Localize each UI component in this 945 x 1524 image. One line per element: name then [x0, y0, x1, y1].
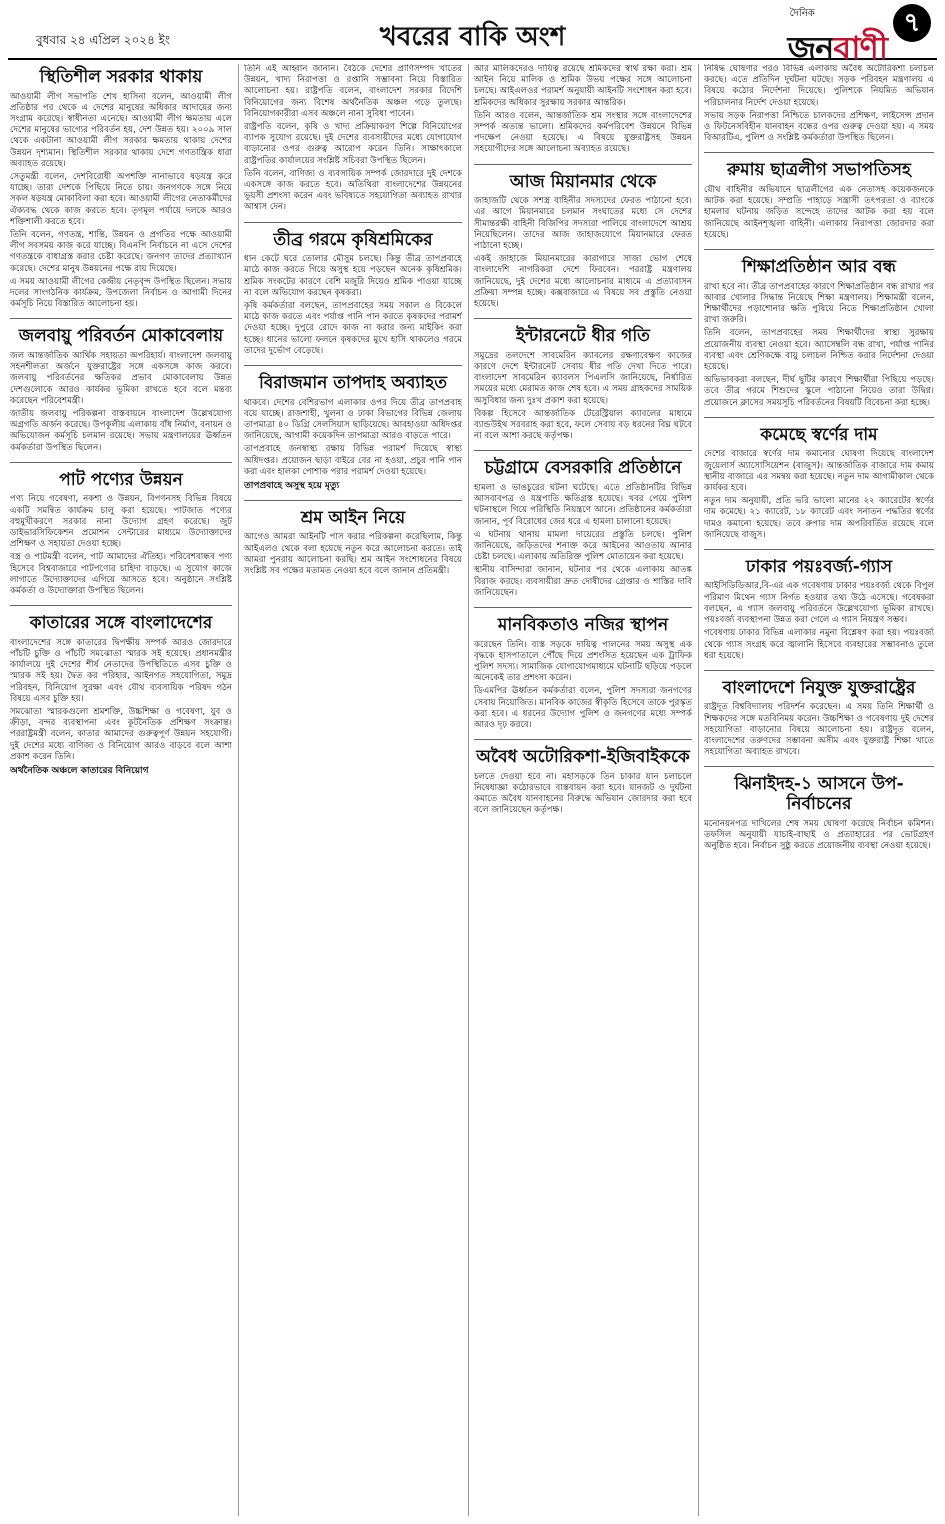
- article-paragraph: মনোনয়নপত্র দাখিলের শেষ সময় ঘোষণা করেছে নির্বাচন কমিশন। তফসিল অনুযায়ী যাচাই-বাছাই ও প্রত্যাহারের পর ভোটগ্রহণ অনুষ্ঠিত হবে। নির্বাচন সুষ্ঠু করতে প্রয়োজনীয় ব্যবস্থা নেওয়া হয়েছে।: [704, 818, 934, 851]
- column-4: [704, 64, 934, 1516]
- article: [474, 612, 692, 733]
- logo-tagline: দৈনিক: [789, 8, 815, 19]
- article-paragraph: সমুদ্রের তলদেশে সাবমেরিন ক্যাবলের রক্ষণাবেক্ষণ কাজের কারণে দেশে ইন্টারনেট সেবায় ধীর গতি দেখা দিতে পারে। বাংলাদেশ সাবমেরিন ক্যাবলস পিএলসি জানিয়েছে, নির্ধারিত সময়ের মধ্যে মেরামত কাজ শেষ হবে। এ সময় গ্রাহকদের সাময়িক অসুবিধার জন্য দুঃখ প্রকাশ করা হয়েছে।: [474, 350, 692, 406]
- article-paragraph: সেতুমন্ত্রী বলেন, দেশবিরোধী অপশক্তি নানাভাবে ষড়যন্ত্র করে যাচ্ছে। তারা দেশকে পিছিয়ে নিতে চায়। জনগণকে সঙ্গে নিয়ে সকল ষড়যন্ত্র মোকাবিলা করা হবে। আওয়ামী লীগের নেতাকর্মীদের ঐক্যবদ্ধ থেকে কাজ করতে হবে। তৃণমূল পর্যায়ে দলকে আরও শক্তিশালী করতে হবে।: [10, 171, 232, 227]
- article-headline: জলবায়ু পরিবর্তন মোকাবেলায়: [18, 326, 224, 347]
- article: [704, 554, 934, 664]
- article-headline: শিক্ষাপ্রতিষ্ঠান আর বন্ধ: [741, 256, 897, 277]
- divider: [704, 417, 934, 418]
- divider: [10, 318, 232, 319]
- article-headline: ঢাকার পয়ঃবর্জ্য-গ্যাস: [745, 556, 893, 577]
- article-paragraph: তিনি বলেন, গণতন্ত্র, শান্তি, উন্নয়ন ও প্রগতির পক্ষে আওয়ামী লীগ সবসময় কাজ করে যাচ্ছে। বিএনপি নির্বাচনে না এসে দেশের গণতন্ত্রকে বাধাগ্রস্ত করার চেষ্টা করেছে। জনগণ তাদের প্রত্যাখ্যান করেছে। দেশের মানুষ উন্নয়নের পক্ষে রায় দিয়েছে।: [10, 229, 232, 274]
- divider: [474, 450, 692, 451]
- article-paragraph: আগেও আমরা আইনটি পাস করার পরিকল্পনা করেছিলাম, কিন্তু আইএলও থেকে বলা হয়েছে নতুন করে আলোচনা করতে। তাই আমরা পুনরায় আলোচনা করছি। শ্রম আইন সংশোধনের বিষয়ে সংশ্লিষ্ট সব পক্ষের মতামত নেওয়া হবে বলে জানান প্রতিমন্ত্রী।: [244, 532, 462, 576]
- article-headline: তীব্র গরমে কৃষিশ্রমিকের: [273, 229, 433, 250]
- logo-part-2: বাণী: [833, 29, 887, 67]
- article-paragraph: তিনি এই আহ্বান জানান। বৈঠকে দেশের প্রাণিসম্পদ খাতের উন্নয়ন, খাদ্য নিরাপত্তা ও রপ্তানি সম্ভাবনা নিয়ে বিস্তারিত আলোচনা হয়। রাষ্ট্রপতি বলেন, বাংলাদেশ সরকার বিদেশি বিনিয়োগের জন্য বিশেষ অর্থনৈতিক অঞ্চল গড়ে তুলছে। বিনিয়োগকারীরা এসব অঞ্চলে নানা সুবিধা পাবেন।: [244, 64, 462, 119]
- article-paragraph: থাকবে। দেশের বেশিরভাগ এলাকার ওপর দিয়ে তীব্র তাপপ্রবাহ বয়ে যাচ্ছে। রাজশাহী, খুলনা ও ঢাকা বিভাগের বিভিন্ন জেলায় তাপমাত্রা ৪০ ডিগ্রি সেলসিয়াস ছাড়িয়েছে। আবহাওয়া অধিদপ্তর জানিয়েছে, আগামী কয়েকদিন তাপমাত্রা আরও বাড়তে পারে।: [244, 397, 462, 442]
- section-title: খবরের বাকি অংশ: [379, 22, 566, 52]
- column-1: [10, 64, 232, 1516]
- article: [244, 370, 462, 494]
- divider: [244, 500, 462, 501]
- article-headline: বাংলাদেশে নিযুক্ত যুক্তরাষ্ট্রের: [722, 677, 916, 698]
- article: [474, 169, 692, 313]
- page-header: [8, 0, 937, 67]
- article-headline: শ্রম আইন নিয়ে: [300, 507, 406, 528]
- article-paragraph: ডিএমপির ঊর্ধ্বতন কর্মকর্তারা বলেন, পুলিশ সদস্যরা জনগণের সেবায় নিয়োজিত। মানবিক কাজের স্বীকৃতি হিসেবে তাকে পুরস্কৃত করা হবে। এ ধরনের উদ্যোগ পুলিশ ও জনগণের মধ্যে সম্পর্ক আরও দৃঢ় করবে।: [474, 686, 692, 730]
- article: [704, 422, 934, 543]
- article-headline: চট্টগ্রামে বেসরকারি প্রতিষ্ঠানে: [484, 458, 682, 479]
- article-paragraph: কৃষি কর্মকর্তারা বলছেন, তাপপ্রবাহের সময় সকাল ও বিকেলে মাঠে কাজ করতে এবং পর্যাপ্ত পানি পান করতে কৃষকদের পরামর্শ দেওয়া হচ্ছে। দুপুরে রোদে কাজ না করার জন্য মাইকিং করা হচ্ছে। ধানের ভালো ফলনে কৃষকদের মুখে হাসি থাকলেও গরমে তাদের দুর্ভোগ বেড়েছে।: [244, 301, 462, 356]
- article: [10, 64, 232, 312]
- divider: [474, 318, 692, 319]
- article-headline: ঝিনাইদহ-১ আসনে উপ-নির্বাচনের: [734, 774, 904, 815]
- article: [244, 64, 462, 216]
- divider: [704, 549, 934, 550]
- article-paragraph: ধান কেটে ঘরে তোলার মৌসুম চলছে। কিন্তু তীব্র তাপপ্রবাহে মাঠে কাজ করতে গিয়ে অসুস্থ হয়ে পড়ছেন অনেক কৃষিশ্রমিক। শ্রমিক সংকটের কারণে বেশি মজুরি দিয়েও শ্রমিক পাওয়া যাচ্ছে না বলে অভিযোগ করছেন কৃষকরা।: [244, 254, 462, 298]
- divider: [474, 607, 692, 608]
- page-number-badge: ৭: [893, 4, 931, 42]
- divider: [474, 164, 692, 165]
- article-paragraph: রাষ্ট্রপতি বলেন, কৃষি ও খাদ্য প্রক্রিয়াকরণ শিল্পে বিনিয়োগের ব্যাপক সুযোগ রয়েছে। দুই দেশের ব্যবসায়ীদের মধ্যে যোগাযোগ বাড়ানোর ওপর গুরুত্ব আরোপ করেন তিনি। সাক্ষাৎকালে রাষ্ট্রপতির কার্যালয়ের সংশ্লিষ্ট সচিবরা উপস্থিত ছিলেন।: [244, 122, 462, 166]
- article-paragraph: গবেষণায় ঢাকার বিভিন্ন এলাকার নমুনা বিশ্লেষণ করা হয়। পয়ঃবর্জ্য থেকে গ্যাস সংগ্রহ করে জ্বালানি হিসেবে ব্যবহারের সম্ভাবনাও তুলে ধরা হয়েছে।: [704, 628, 934, 661]
- article: [244, 505, 462, 579]
- article-headline: ইন্টারনেটে ধীর গতি: [516, 326, 650, 347]
- article-paragraph: দেশের বাজারে স্বর্ণের দাম কমানোর ঘোষণা দিয়েছে বাংলাদেশ জুয়েলার্স অ্যাসোসিয়েশন (বাজুস)। আন্তর্জাতিক বাজারে দাম কমায় স্থানীয় বাজারে এর সমন্বয় করা হয়েছে। নতুন দাম আগামীকাল থেকে কার্যকর হবে।: [704, 449, 934, 493]
- article: [10, 323, 232, 455]
- article-headline: কমেছে স্বর্ণের দাম: [760, 424, 878, 445]
- article-paragraph: এ ঘটনায় থানায় মামলা দায়েরের প্রস্তুতি চলছে। পুলিশ জানিয়েছে, জড়িতদের শনাক্ত করে আইনের আওতায় আনার চেষ্টা চলছে। এলাকায় অতিরিক্ত পুলিশ মোতায়েন করা হয়েছে।: [474, 529, 692, 563]
- logo-part-1: জন: [787, 29, 834, 67]
- article-paragraph: বাংলাদেশের সঙ্গে কাতারের দ্বিপক্ষীয় সম্পর্ক আরও জোরদারে পাঁচটি চুক্তি ও পাঁচটি সমঝোতা স্মারক সই হয়েছে। প্রধানমন্ত্রীর কার্যালয়ে দুই দেশের শীর্ষ নেতাদের উপস্থিতিতে এসব চুক্তি ও স্মারক সই হয়। দ্বৈত কর পরিহার, আইনগত সহযোগিতা, সমুদ্র পরিবহন, বিনিয়োগ সুরক্ষা এবং যৌথ ব্যবসায়িক পরিষদ গঠন বিষয়ে এসব চুক্তি হয়।: [10, 637, 232, 704]
- column-divider: [698, 64, 699, 1516]
- divider: [474, 739, 692, 740]
- article: [474, 64, 692, 158]
- article-paragraph: নতুন দাম অনুযায়ী, প্রতি ভরি ভালো মানের ২২ ক্যারেটের স্বর্ণের দাম কমেছে। ২১ ক্যারেট, ১৮ ক্যারেট এবং সনাতন পদ্ধতির স্বর্ণের দামও কমানো হয়েছে। তবে রুপার দাম অপরিবর্তিত রয়েছে বলে জানিয়েছে বাজুস।: [704, 496, 934, 540]
- article-paragraph: নিষিদ্ধ ঘোষণার পরও বিভিন্ন এলাকায় অবৈধ অটোরিকশা চলাচল করছে। এতে প্রতিদিন দুর্ঘটনা ঘটছে। সড়ক পরিবহন মন্ত্রণালয় এ বিষয়ে কঠোর নির্দেশনা দিয়েছে। পুলিশকে নিয়মিত অভিযান পরিচালনার নির্দেশ দেওয়া হয়েছে।: [704, 64, 934, 108]
- article-headline: পাট পণ্যের উন্নয়ন: [59, 469, 183, 490]
- article: [704, 254, 934, 411]
- issue-date: বুধবার ২৪ এপ্রিল ২০২৪ ইং: [36, 33, 171, 47]
- divider: [704, 766, 934, 767]
- article-paragraph: একই জাহাজে মিয়ানমারের কারাগারে সাজা ভোগ শেষে বাংলাদেশি নাগরিকরা দেশে ফিরবেন। পররাষ্ট্র মন্ত্রণালয় জানিয়েছে, দুই দেশের মধ্যে আলোচনার মাধ্যমে এ প্রত্যাবাসন প্রক্রিয়া সম্পন্ন হচ্ছে। কক্সবাজারে এ বিষয়ে সব প্রস্তুতি নেওয়া হয়েছে।: [474, 254, 692, 309]
- article-paragraph: বস্ত্র ও পাটমন্ত্রী বলেন, পাট আমাদের ঐতিহ্য। পরিবেশবান্ধব পণ্য হিসেবে বিশ্ববাজারে পাটপণ্যের চাহিদা বাড়ছে। এ সুযোগ কাজে লাগাতে উদ্যোক্তাদের এগিয়ে আসতে হবে। অনুষ্ঠানে সংশ্লিষ্ট কর্মকর্তা ও উদ্যোক্তারা উপস্থিত ছিলেন।: [10, 552, 232, 596]
- article-headline: স্থিতিশীল সরকার থাকায়: [39, 67, 203, 87]
- article-paragraph: রাখা হবে না। তীব্র তাপপ্রবাহের কারণে শিক্ষাপ্রতিষ্ঠান বন্ধ রাখার পর আবার খোলার সিদ্ধান্ত নিয়েছে শিক্ষা মন্ত্রণালয়। শিক্ষামন্ত্রী বলেন, শিক্ষার্থীদের পড়াশোনার ক্ষতি পুষিয়ে নিতে শিক্ষাপ্রতিষ্ঠান খোলা রাখা জরুরি।: [704, 281, 934, 326]
- article: [704, 675, 934, 761]
- divider: [10, 462, 232, 463]
- article-paragraph: আর মালিকদেরও দায়িত্ব রয়েছে শ্রমিকদের স্বার্থ রক্ষা করা। শ্রম আইন নিয়ে মালিক ও শ্রমিক উভয় পক্ষের সঙ্গে আলোচনা চলছে। আইএলওর পরামর্শ অনুযায়ী আইনটি সংশোধন করা হবে। শ্রমিকদের অধিকার সুরক্ষায় সরকার আন্তরিক।: [474, 64, 692, 108]
- article-paragraph: জাহাজটি থেকে সশস্ত্র বাহিনীর সদস্যদের ফেরত পাঠানো হবে। এর আগে মিয়ানমারে চলমান সংঘাতের মধ্যে সে দেশের সীমান্তরক্ষী বাহিনী বিজিপির সদস্যরা পালিয়ে বাংলাদেশে আশ্রয় নিয়েছিলেন। তাদের আজ জাহাজযোগে মিয়ানমারে ফেরত পাঠানো হচ্ছে।: [474, 196, 692, 251]
- divider: [244, 365, 462, 366]
- divider: [10, 605, 232, 606]
- article-paragraph: অভিভাবকরা বলছেন, দীর্ঘ ছুটির কারণে শিক্ষার্থীরা পিছিয়ে পড়ছে। তবে তীব্র গরমে শিশুদের স্কুলে পাঠানো নিয়েও তারা উদ্বিগ্ন। প্রয়োজনে ক্লাসের সময়সূচি পরিবর্তনের বিষয়টি বিবেচনা করা হচ্ছে।: [704, 375, 934, 408]
- divider: [704, 670, 934, 671]
- article-paragraph: তিনি বলেন, বাণিজ্য ও ব্যবসায়িক সম্পর্ক জোরদারে দুই দেশকে একসঙ্গে কাজ করতে হবে। অতিথিরা বাংলাদেশের উন্নয়নের ভূয়সী প্রশংসা করেন এবং ভবিষ্যতে সহযোগিতা অব্যাহত রাখার আশ্বাস দেন।: [244, 168, 462, 213]
- article-paragraph: আওয়ামী লীগ সভাপতি শেখ হাসিনা বলেন, আওয়ামী লীগ প্রতিষ্ঠার পর থেকে এ দেশের মানুষের অধিকার আদায়ের জন্য সংগ্রাম করেছে। স্বাধীনতা এনেছে। আওয়ামী লীগ ক্ষমতায় এলে দেশের মানুষের ভাগ্যের পরিবর্তন হয়, দেশ উন্নত হয়। ২০০৯ সাল থেকে একটানা আওয়ামী লীগ সরকার ক্ষমতায় থাকায় দেশের উন্নয়ন দৃশ্যমান। স্থিতিশীল সরকার থাকায় দেশে গণতান্ত্রিক ধারা অব্যাহত রয়েছে।: [10, 91, 232, 169]
- article-subheading: অর্থনৈতিক অঞ্চলে কাতারের বিনিয়োগ: [10, 765, 149, 776]
- article: [474, 455, 692, 601]
- article: [10, 467, 232, 599]
- article-headline: মানবিকতাও নজির স্থাপন: [497, 614, 669, 635]
- article-paragraph: যৌথ বাহিনীর অভিযানে ছাত্রলীগের এক নেতাসহ কয়েকজনকে আটক করা হয়েছে। সম্প্রতি পাহাড়ে সন্ত্রাসী তৎপরতা ও ব্যাংকে হামলার ঘটনায় জড়িত সন্দেহে তাদের আটক করা হয় বলে জানিয়েছে আইনশৃঙ্খলা বাহিনী। এলাকায় নিরাপত্তা জোরদার করা হয়েছে।: [704, 184, 934, 240]
- article-paragraph: চলতে দেওয়া হবে না। মহাসড়কে তিন চাকার যান চলাচলে নিষেধাজ্ঞা কঠোরভাবে বাস্তবায়ন করা হবে। যানজট ও দুর্ঘটনা কমাতে অবৈধ যানবাহনের বিরুদ্ধে অভিযান জোরদার করা হবে বলে জানিয়েছেন কর্তৃপক্ষ।: [474, 771, 692, 816]
- article: [704, 771, 934, 854]
- article-headline: রুমায় ছাত্রলীগ সভাপতিসহ: [727, 160, 911, 181]
- article-paragraph: স্থানীয় বাসিন্দারা জানান, ঘটনার পর থেকে এলাকায় আতঙ্ক বিরাজ করছে। ব্যবসায়ীরা দ্রুত দোষীদের গ্রেপ্তার ও শাস্তির দাবি জানিয়েছেন।: [474, 565, 692, 598]
- divider: [704, 249, 934, 250]
- article-paragraph: তিনি বলেন, তাপপ্রবাহের সময় শিক্ষার্থীদের স্বাস্থ্য সুরক্ষায় প্রয়োজনীয় ব্যবস্থা নেওয়া হবে। অ্যাসেম্বলি বন্ধ রাখা, পর্যাপ্ত পানির ব্যবস্থা এবং শ্রেণিকক্ষে বায়ু চলাচল নিশ্চিত করার নির্দেশনা দেওয়া হয়েছে।: [704, 328, 934, 372]
- article-paragraph: সভায় সড়ক নিরাপত্তা নিশ্চিতে চালকদের প্রশিক্ষণ, লাইসেন্স প্রদান ও ফিটনেসবিহীন যানবাহন বন্ধের ওপর গুরুত্ব দেওয়া হয়। এ সময় বিআরটিএ, পুলিশ ও সংশ্লিষ্ট কর্মকর্তারা উপস্থিত ছিলেন।: [704, 110, 934, 144]
- article-paragraph: হামলা ও ভাঙচুরের ঘটনা ঘটেছে। এতে প্রতিষ্ঠানটির বিভিন্ন আসবাবপত্র ও যন্ত্রপাতি ক্ষতিগ্রস্ত হয়েছে। খবর পেয়ে পুলিশ ঘটনাস্থলে গিয়ে পরিস্থিতি নিয়ন্ত্রণে আনে। প্রতিষ্ঠানের কর্মকর্তারা জানান, পূর্ব বিরোধের জের ধরে এ হামলা চালানো হয়েছে।: [474, 482, 692, 527]
- article: [10, 610, 232, 779]
- article: [244, 227, 462, 359]
- article-paragraph: বিকল্প হিসেবে আন্তর্জাতিক টেরেস্ট্রিয়াল ক্যাবলের মাধ্যমে ব্যান্ডউইথ সরবরাহ করা হবে, ফলে সেবায় বড় ধরনের বিঘ্ন ঘটবে না বলে আশা করছে কর্তৃপক্ষ।: [474, 408, 692, 442]
- article-headline: অবৈধ অটোরিকশা-ইজিবাইককে: [476, 747, 690, 768]
- column-divider: [238, 64, 239, 1516]
- article: [474, 744, 692, 818]
- column-3: [474, 64, 692, 1516]
- article-paragraph: রাষ্ট্রদূত বিশ্ববিদ্যালয় পরিদর্শন করেছেন। এ সময় তিনি শিক্ষার্থী ও শিক্ষকদের সঙ্গে মতবিনিময় করেন। উচ্চশিক্ষা ও গবেষণায় দুই দেশের সহযোগিতা বাড়ানোর বিষয়ে আলোচনা হয়। রাষ্ট্রদূত বলেন, বাংলাদেশের তরুণদের সম্ভাবনা অসীম এবং যুক্তরাষ্ট্র শিক্ষা খাতে সহযোগিতা অব্যাহত রাখবে।: [704, 702, 934, 758]
- article: [474, 323, 692, 444]
- column-2: [244, 64, 462, 1516]
- article-paragraph: আইসিডিডিআর,বি-এর এক গবেষণায় ঢাকার পয়ঃবর্জ্য থেকে বিপুল পরিমাণ মিথেন গ্যাস নির্গত হওয়ার তথ্য উঠে এসেছে। গবেষকরা বলছেন, এ গ্যাস জলবায়ু পরিবর্তনে উল্লেখযোগ্য ভূমিকা রাখছে। পয়ঃবর্জ্য ব্যবস্থাপনা উন্নত করা গেলে এ গ্যাস নিয়ন্ত্রণ সম্ভব।: [704, 581, 934, 626]
- article-paragraph: জাতীয় জলবায়ু পরিকল্পনা বাস্তবায়নে বাংলাদেশ উল্লেখযোগ্য অগ্রগতি অর্জন করেছে। উপকূলীয় এলাকায় বাঁধ নির্মাণ, বনায়ন ও অভিযোজন কর্মসূচি চলমান রয়েছে। সভায় মন্ত্রণালয়ের ঊর্ধ্বতন কর্মকর্তারা উপস্থিত ছিলেন।: [10, 408, 232, 453]
- divider: [244, 222, 462, 223]
- article-paragraph: এ সময় আওয়ামী লীগের কেন্দ্রীয় নেতৃবৃন্দ উপস্থিত ছিলেন। সভায় দলের সাংগঠনিক কার্যক্রম, উপজেলা নির্বাচন ও আগামী দিনের কর্মসূচি নিয়ে বিস্তারিত আলোচনা হয়।: [10, 276, 232, 310]
- article: [704, 157, 934, 243]
- article-subheading: তাপপ্রবাহে অসুস্থ হয়ে মৃত্যু: [244, 480, 340, 491]
- article-paragraph: করেছেন তিনি। ব্যস্ত সড়কে দায়িত্ব পালনের সময় অসুস্থ এক বৃদ্ধকে হাসপাতালে পৌঁছে দিয়ে প্রশংসিত হয়েছেন এক ট্রাফিক পুলিশ সদস্য। সামাজিক যোগাযোগমাধ্যমে ঘটনাটি ছড়িয়ে পড়লে অনেকেই তার প্রশংসা করেন।: [474, 639, 692, 684]
- article-headline: কাতারের সঙ্গে বাংলাদেশের: [29, 613, 213, 634]
- article: [704, 64, 934, 146]
- article-paragraph: তাপপ্রবাহে জনস্বাস্থ্য রক্ষায় বিভিন্ন পরামর্শ দিয়েছে স্বাস্থ্য অধিদপ্তর। প্রয়োজন ছাড়া বাইরে বের না হওয়া, প্রচুর পানি পান করা এবং হালকা পোশাক পরার পরামর্শ দেওয়া হয়েছে।: [244, 444, 462, 477]
- column-divider: [468, 64, 469, 1516]
- article-paragraph: পণ্য নিয়ে গবেষণা, নকশা ও উন্নয়ন, বিপণনসহ বিভিন্ন বিষয়ে একটি সমন্বিত কার্যক্রম চালু করা হয়েছে। পাটজাত পণ্যের বহুমুখীকরণে সরকার নানা উদ্যোগ গ্রহণ করেছে। জুট ডাইভারসিফিকেশন প্রমোশন সেন্টারের মাধ্যমে উদ্যোক্তাদের প্রশিক্ষণ ও সহায়তা দেওয়া হচ্ছে।: [10, 494, 232, 550]
- article-headline: বিরাজমান তাপদাহ অব্যাহত: [259, 373, 447, 394]
- article-paragraph: সমঝোতা স্মারকগুলো শ্রমশক্তি, উচ্চশিক্ষা ও গবেষণা, যুব ও ক্রীড়া, বন্দর ব্যবস্থাপনা এবং কূটনৈতিক প্রশিক্ষণ সংক্রান্ত। পররাষ্ট্রমন্ত্রী বলেন, কাতার আমাদের গুরুত্বপূর্ণ উন্নয়ন সহযোগী। দুই দেশের মধ্যে বাণিজ্য ও বিনিয়োগ আরও বাড়বে বলে আশা প্রকাশ করেন তিনি।: [10, 706, 232, 762]
- article-paragraph: তিনি আরও বলেন, আন্তর্জাতিক শ্রম সংস্থার সঙ্গে বাংলাদেশের সম্পর্ক অত্যন্ত ভালো। শ্রমিকদের কর্মপরিবেশ উন্নয়নে বিভিন্ন পদক্ষেপ নেওয়া হয়েছে। এ বিষয়ে যুক্তরাষ্ট্রসহ উন্নয়ন সহযোগীদের সঙ্গে আলোচনা অব্যাহত রয়েছে।: [474, 110, 692, 155]
- article-headline: আজ মিয়ানমার থেকে: [509, 171, 657, 192]
- article-paragraph: জল আন্তর্জাতিক আর্থিক সহায়তা অপরিহার্য। বাংলাদেশ জলবায়ু সহনশীলতা অর্জনে যুক্তরাষ্ট্রের সঙ্গে একসঙ্গে কাজ করবে। জলবায়ু পরিবর্তনের ক্ষতিকর প্রভাব মোকাবেলায় উন্নত দেশগুলোকে আরও কার্যকর ভূমিকা রাখতে হবে বলে মন্তব্য করেছেন পরিবেশমন্ত্রী।: [10, 350, 232, 406]
- divider: [704, 152, 934, 153]
